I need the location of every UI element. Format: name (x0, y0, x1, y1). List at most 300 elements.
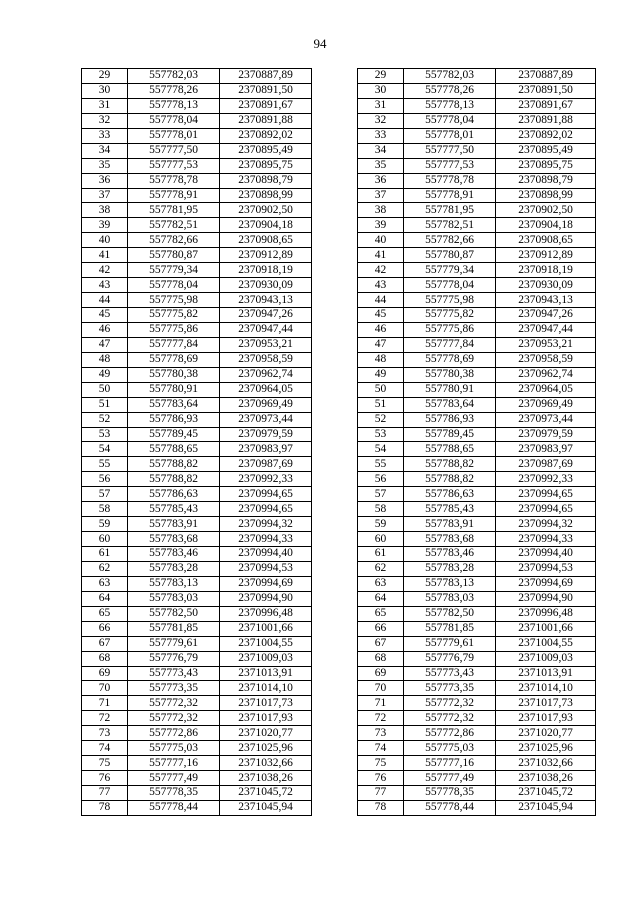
left-x-coordinate-cell: 557778,78 (128, 173, 220, 188)
left-y-coordinate-cell: 2370969,49 (220, 397, 312, 412)
right-y-coordinate-cell: 2370891,88 (496, 113, 596, 128)
left-y-coordinate-cell: 2370895,75 (220, 158, 312, 173)
column-gap (312, 113, 358, 128)
right-point-number-cell: 63 (358, 576, 404, 591)
left-x-coordinate-cell: 557778,69 (128, 352, 220, 367)
table-row (82, 771, 596, 786)
right-point-number-cell: 73 (358, 726, 404, 741)
right-x-coordinate-cell: 557780,87 (404, 248, 496, 263)
right-point-number-cell: 35 (358, 158, 404, 173)
left-point-number-cell: 61 (82, 547, 128, 562)
right-y-coordinate-cell: 2370973,44 (496, 412, 596, 427)
right-point-number-cell: 53 (358, 427, 404, 442)
table-row (82, 756, 596, 771)
right-point-number-cell: 33 (358, 128, 404, 143)
left-point-number-cell: 64 (82, 591, 128, 606)
right-point-number-cell: 38 (358, 203, 404, 218)
column-gap (312, 666, 358, 681)
table-row (82, 427, 596, 442)
left-y-coordinate-cell: 2370958,59 (220, 352, 312, 367)
table-row (82, 711, 596, 726)
left-y-coordinate-cell: 2371045,94 (220, 800, 312, 815)
column-gap (312, 218, 358, 233)
column-gap (312, 158, 358, 173)
right-y-coordinate-cell: 2370969,49 (496, 397, 596, 412)
left-y-coordinate-cell: 2370947,44 (220, 322, 312, 337)
column-gap (312, 382, 358, 397)
right-y-coordinate-cell: 2371045,94 (496, 800, 596, 815)
left-y-coordinate-cell: 2370994,69 (220, 576, 312, 591)
left-x-coordinate-cell: 557783,91 (128, 517, 220, 532)
left-y-coordinate-cell: 2370898,79 (220, 173, 312, 188)
column-gap (312, 741, 358, 756)
right-x-coordinate-cell: 557788,82 (404, 457, 496, 472)
column-gap (312, 128, 358, 143)
column-gap (312, 263, 358, 278)
right-x-coordinate-cell: 557788,82 (404, 472, 496, 487)
left-point-number-cell: 37 (82, 188, 128, 203)
right-x-coordinate-cell: 557781,95 (404, 203, 496, 218)
table-row (82, 278, 596, 293)
right-x-coordinate-cell: 557786,63 (404, 487, 496, 502)
right-y-coordinate-cell: 2370898,99 (496, 188, 596, 203)
table-row (82, 173, 596, 188)
page-number: 94 (313, 36, 327, 51)
right-point-number-cell: 61 (358, 547, 404, 562)
column-gap (312, 322, 358, 337)
table-row (82, 576, 596, 591)
right-x-coordinate-cell: 557775,03 (404, 741, 496, 756)
left-x-coordinate-cell: 557777,84 (128, 337, 220, 352)
table-row (82, 322, 596, 337)
left-x-coordinate-cell: 557782,66 (128, 233, 220, 248)
right-y-coordinate-cell: 2370947,44 (496, 322, 596, 337)
right-y-coordinate-cell: 2371009,03 (496, 651, 596, 666)
table-row (82, 651, 596, 666)
left-y-coordinate-cell: 2370953,21 (220, 337, 312, 352)
right-x-coordinate-cell: 557772,86 (404, 726, 496, 741)
right-point-number-cell: 76 (358, 771, 404, 786)
left-y-coordinate-cell: 2370891,88 (220, 113, 312, 128)
right-x-coordinate-cell: 557777,84 (404, 337, 496, 352)
right-y-coordinate-cell: 2370994,65 (496, 502, 596, 517)
right-x-coordinate-cell: 557773,43 (404, 666, 496, 681)
right-point-number-cell: 71 (358, 696, 404, 711)
table-row (82, 337, 596, 352)
column-gap (312, 233, 358, 248)
left-x-coordinate-cell: 557775,86 (128, 322, 220, 337)
right-y-coordinate-cell: 2370898,79 (496, 173, 596, 188)
right-y-coordinate-cell: 2370962,74 (496, 367, 596, 382)
right-x-coordinate-cell: 557778,69 (404, 352, 496, 367)
right-x-coordinate-cell: 557777,53 (404, 158, 496, 173)
column-gap (312, 621, 358, 636)
table-row (82, 158, 596, 173)
left-point-number-cell: 70 (82, 681, 128, 696)
left-x-coordinate-cell: 557788,82 (128, 457, 220, 472)
right-point-number-cell: 30 (358, 83, 404, 98)
table-row (82, 487, 596, 502)
left-y-coordinate-cell: 2371020,77 (220, 726, 312, 741)
right-y-coordinate-cell: 2371045,72 (496, 786, 596, 801)
right-y-coordinate-cell: 2370930,09 (496, 278, 596, 293)
left-point-number-cell: 67 (82, 636, 128, 651)
right-y-coordinate-cell: 2370892,02 (496, 128, 596, 143)
left-x-coordinate-cell: 557778,04 (128, 278, 220, 293)
left-point-number-cell: 45 (82, 308, 128, 323)
right-y-coordinate-cell: 2371001,66 (496, 621, 596, 636)
right-x-coordinate-cell: 557778,91 (404, 188, 496, 203)
left-point-number-cell: 57 (82, 487, 128, 502)
right-y-coordinate-cell: 2370994,69 (496, 576, 596, 591)
right-x-coordinate-cell: 557783,28 (404, 561, 496, 576)
left-point-number-cell: 32 (82, 113, 128, 128)
left-point-number-cell: 42 (82, 263, 128, 278)
left-x-coordinate-cell: 557782,50 (128, 606, 220, 621)
table-row (82, 382, 596, 397)
right-y-coordinate-cell: 2370912,89 (496, 248, 596, 263)
left-y-coordinate-cell: 2370994,53 (220, 561, 312, 576)
right-y-coordinate-cell: 2370918,19 (496, 263, 596, 278)
left-point-number-cell: 63 (82, 576, 128, 591)
right-x-coordinate-cell: 557778,01 (404, 128, 496, 143)
left-point-number-cell: 77 (82, 786, 128, 801)
left-point-number-cell: 47 (82, 337, 128, 352)
right-point-number-cell: 31 (358, 98, 404, 113)
table-row (82, 367, 596, 382)
table-row (82, 248, 596, 263)
column-gap (312, 69, 358, 84)
left-x-coordinate-cell: 557783,68 (128, 532, 220, 547)
right-y-coordinate-cell: 2371017,93 (496, 711, 596, 726)
right-point-number-cell: 59 (358, 517, 404, 532)
left-y-coordinate-cell: 2370983,97 (220, 442, 312, 457)
table-row (82, 113, 596, 128)
left-point-number-cell: 43 (82, 278, 128, 293)
left-y-coordinate-cell: 2371001,66 (220, 621, 312, 636)
right-point-number-cell: 34 (358, 143, 404, 158)
right-point-number-cell: 72 (358, 711, 404, 726)
left-x-coordinate-cell: 557783,13 (128, 576, 220, 591)
left-point-number-cell: 38 (82, 203, 128, 218)
left-y-coordinate-cell: 2370895,49 (220, 143, 312, 158)
left-x-coordinate-cell: 557788,82 (128, 472, 220, 487)
left-point-number-cell: 65 (82, 606, 128, 621)
table-row (82, 188, 596, 203)
column-gap (312, 696, 358, 711)
column-gap (312, 681, 358, 696)
column-gap (312, 547, 358, 562)
right-x-coordinate-cell: 557786,93 (404, 412, 496, 427)
left-x-coordinate-cell: 557783,03 (128, 591, 220, 606)
left-x-coordinate-cell: 557776,79 (128, 651, 220, 666)
right-point-number-cell: 43 (358, 278, 404, 293)
table-row (82, 308, 596, 323)
left-x-coordinate-cell: 557783,28 (128, 561, 220, 576)
right-x-coordinate-cell: 557780,91 (404, 382, 496, 397)
table-row (82, 547, 596, 562)
left-y-coordinate-cell: 2370930,09 (220, 278, 312, 293)
left-x-coordinate-cell: 557780,91 (128, 382, 220, 397)
right-y-coordinate-cell: 2370908,65 (496, 233, 596, 248)
column-gap (312, 308, 358, 323)
column-gap (312, 532, 358, 547)
table-row (82, 352, 596, 367)
right-point-number-cell: 37 (358, 188, 404, 203)
left-y-coordinate-cell: 2370912,89 (220, 248, 312, 263)
right-x-coordinate-cell: 557778,26 (404, 83, 496, 98)
column-gap (312, 800, 358, 815)
left-point-number-cell: 33 (82, 128, 128, 143)
left-y-coordinate-cell: 2370996,48 (220, 606, 312, 621)
right-point-number-cell: 70 (358, 681, 404, 696)
right-point-number-cell: 74 (358, 741, 404, 756)
right-y-coordinate-cell: 2371020,77 (496, 726, 596, 741)
table-row (82, 591, 596, 606)
right-x-coordinate-cell: 557779,61 (404, 636, 496, 651)
right-y-coordinate-cell: 2370947,26 (496, 308, 596, 323)
right-y-coordinate-cell: 2370958,59 (496, 352, 596, 367)
right-x-coordinate-cell: 557778,44 (404, 800, 496, 815)
left-y-coordinate-cell: 2371014,10 (220, 681, 312, 696)
left-y-coordinate-cell: 2370994,65 (220, 502, 312, 517)
column-gap (312, 502, 358, 517)
left-y-coordinate-cell: 2371017,93 (220, 711, 312, 726)
left-x-coordinate-cell: 557788,65 (128, 442, 220, 457)
right-y-coordinate-cell: 2370994,33 (496, 532, 596, 547)
right-point-number-cell: 48 (358, 352, 404, 367)
left-y-coordinate-cell: 2370898,99 (220, 188, 312, 203)
right-y-coordinate-cell: 2370979,59 (496, 427, 596, 442)
left-point-number-cell: 36 (82, 173, 128, 188)
right-point-number-cell: 51 (358, 397, 404, 412)
column-gap (312, 427, 358, 442)
right-x-coordinate-cell: 557781,85 (404, 621, 496, 636)
right-x-coordinate-cell: 557789,45 (404, 427, 496, 442)
right-point-number-cell: 75 (358, 756, 404, 771)
right-x-coordinate-cell: 557782,03 (404, 69, 496, 84)
table-row (82, 472, 596, 487)
table-row (82, 412, 596, 427)
right-point-number-cell: 32 (358, 113, 404, 128)
table-row (82, 293, 596, 308)
right-point-number-cell: 40 (358, 233, 404, 248)
left-x-coordinate-cell: 557783,46 (128, 547, 220, 562)
left-point-number-cell: 58 (82, 502, 128, 517)
left-x-coordinate-cell: 557772,32 (128, 696, 220, 711)
right-y-coordinate-cell: 2370987,69 (496, 457, 596, 472)
table-row (82, 502, 596, 517)
table-row (82, 397, 596, 412)
right-y-coordinate-cell: 2370904,18 (496, 218, 596, 233)
right-point-number-cell: 41 (358, 248, 404, 263)
right-point-number-cell: 66 (358, 621, 404, 636)
left-point-number-cell: 68 (82, 651, 128, 666)
right-x-coordinate-cell: 557775,82 (404, 308, 496, 323)
right-point-number-cell: 56 (358, 472, 404, 487)
left-y-coordinate-cell: 2370994,32 (220, 517, 312, 532)
table-row (82, 681, 596, 696)
left-point-number-cell: 75 (82, 756, 128, 771)
right-x-coordinate-cell: 557772,32 (404, 711, 496, 726)
right-y-coordinate-cell: 2370891,67 (496, 98, 596, 113)
column-gap (312, 711, 358, 726)
left-point-number-cell: 40 (82, 233, 128, 248)
left-point-number-cell: 34 (82, 143, 128, 158)
right-y-coordinate-cell: 2370902,50 (496, 203, 596, 218)
right-x-coordinate-cell: 557777,49 (404, 771, 496, 786)
left-x-coordinate-cell: 557781,95 (128, 203, 220, 218)
left-x-coordinate-cell: 557782,51 (128, 218, 220, 233)
left-y-coordinate-cell: 2370891,67 (220, 98, 312, 113)
left-point-number-cell: 72 (82, 711, 128, 726)
right-x-coordinate-cell: 557772,32 (404, 696, 496, 711)
right-point-number-cell: 52 (358, 412, 404, 427)
right-point-number-cell: 57 (358, 487, 404, 502)
column-gap (312, 651, 358, 666)
left-x-coordinate-cell: 557779,34 (128, 263, 220, 278)
right-y-coordinate-cell: 2370994,65 (496, 487, 596, 502)
left-point-number-cell: 60 (82, 532, 128, 547)
right-x-coordinate-cell: 557775,98 (404, 293, 496, 308)
coordinates-table-body (82, 69, 596, 816)
right-point-number-cell: 36 (358, 173, 404, 188)
right-y-coordinate-cell: 2370891,50 (496, 83, 596, 98)
right-y-coordinate-cell: 2370992,33 (496, 472, 596, 487)
left-point-number-cell: 30 (82, 83, 128, 98)
table-row (82, 561, 596, 576)
left-y-coordinate-cell: 2370943,13 (220, 293, 312, 308)
left-y-coordinate-cell: 2370892,02 (220, 128, 312, 143)
right-point-number-cell: 58 (358, 502, 404, 517)
right-x-coordinate-cell: 557785,43 (404, 502, 496, 517)
left-y-coordinate-cell: 2371013,91 (220, 666, 312, 681)
table-row (82, 726, 596, 741)
left-x-coordinate-cell: 557777,49 (128, 771, 220, 786)
right-x-coordinate-cell: 557775,86 (404, 322, 496, 337)
table-row (82, 233, 596, 248)
table-row (82, 442, 596, 457)
left-x-coordinate-cell: 557778,35 (128, 786, 220, 801)
right-y-coordinate-cell: 2370994,32 (496, 517, 596, 532)
right-point-number-cell: 29 (358, 69, 404, 84)
right-point-number-cell: 67 (358, 636, 404, 651)
column-gap (312, 412, 358, 427)
right-y-coordinate-cell: 2371014,10 (496, 681, 596, 696)
column-gap (312, 786, 358, 801)
left-point-number-cell: 54 (82, 442, 128, 457)
left-y-coordinate-cell: 2370904,18 (220, 218, 312, 233)
right-point-number-cell: 55 (358, 457, 404, 472)
right-y-coordinate-cell: 2370994,40 (496, 547, 596, 562)
column-gap (312, 248, 358, 263)
left-y-coordinate-cell: 2371004,55 (220, 636, 312, 651)
right-x-coordinate-cell: 557778,13 (404, 98, 496, 113)
table-row (82, 696, 596, 711)
left-y-coordinate-cell: 2370962,74 (220, 367, 312, 382)
right-x-coordinate-cell: 557783,91 (404, 517, 496, 532)
column-gap (312, 337, 358, 352)
right-x-coordinate-cell: 557783,13 (404, 576, 496, 591)
column-gap (312, 98, 358, 113)
column-gap (312, 367, 358, 382)
right-point-number-cell: 69 (358, 666, 404, 681)
left-y-coordinate-cell: 2371025,96 (220, 741, 312, 756)
table-row (82, 128, 596, 143)
right-y-coordinate-cell: 2370895,49 (496, 143, 596, 158)
column-gap (312, 83, 358, 98)
left-x-coordinate-cell: 557789,45 (128, 427, 220, 442)
right-point-number-cell: 77 (358, 786, 404, 801)
left-y-coordinate-cell: 2371038,26 (220, 771, 312, 786)
table-row (82, 98, 596, 113)
right-y-coordinate-cell: 2371004,55 (496, 636, 596, 651)
right-x-coordinate-cell: 557782,50 (404, 606, 496, 621)
right-point-number-cell: 50 (358, 382, 404, 397)
column-gap (312, 442, 358, 457)
column-gap (312, 636, 358, 651)
left-y-coordinate-cell: 2371045,72 (220, 786, 312, 801)
left-y-coordinate-cell: 2370908,65 (220, 233, 312, 248)
right-y-coordinate-cell: 2370964,05 (496, 382, 596, 397)
left-x-coordinate-cell: 557780,38 (128, 367, 220, 382)
left-y-coordinate-cell: 2370902,50 (220, 203, 312, 218)
right-point-number-cell: 47 (358, 337, 404, 352)
left-x-coordinate-cell: 557785,43 (128, 502, 220, 517)
table-row (82, 517, 596, 532)
column-gap (312, 188, 358, 203)
left-x-coordinate-cell: 557777,53 (128, 158, 220, 173)
column-gap (312, 591, 358, 606)
left-point-number-cell: 31 (82, 98, 128, 113)
left-point-number-cell: 62 (82, 561, 128, 576)
right-x-coordinate-cell: 557778,04 (404, 113, 496, 128)
right-y-coordinate-cell: 2371038,26 (496, 771, 596, 786)
left-point-number-cell: 78 (82, 800, 128, 815)
column-gap (312, 472, 358, 487)
left-y-coordinate-cell: 2371017,73 (220, 696, 312, 711)
left-x-coordinate-cell: 557783,64 (128, 397, 220, 412)
table-row (82, 218, 596, 233)
right-x-coordinate-cell: 557779,34 (404, 263, 496, 278)
right-point-number-cell: 62 (358, 561, 404, 576)
left-x-coordinate-cell: 557778,04 (128, 113, 220, 128)
left-point-number-cell: 76 (82, 771, 128, 786)
left-x-coordinate-cell: 557772,32 (128, 711, 220, 726)
right-x-coordinate-cell: 557778,35 (404, 786, 496, 801)
right-x-coordinate-cell: 557783,64 (404, 397, 496, 412)
left-x-coordinate-cell: 557778,13 (128, 98, 220, 113)
left-y-coordinate-cell: 2370994,33 (220, 532, 312, 547)
left-point-number-cell: 41 (82, 248, 128, 263)
right-x-coordinate-cell: 557780,38 (404, 367, 496, 382)
right-y-coordinate-cell: 2370895,75 (496, 158, 596, 173)
right-y-coordinate-cell: 2371017,73 (496, 696, 596, 711)
left-point-number-cell: 73 (82, 726, 128, 741)
right-x-coordinate-cell: 557783,03 (404, 591, 496, 606)
left-x-coordinate-cell: 557777,16 (128, 756, 220, 771)
table-row (82, 143, 596, 158)
left-y-coordinate-cell: 2371009,03 (220, 651, 312, 666)
left-point-number-cell: 48 (82, 352, 128, 367)
table-row (82, 621, 596, 636)
left-x-coordinate-cell: 557775,98 (128, 293, 220, 308)
left-x-coordinate-cell: 557781,85 (128, 621, 220, 636)
table-row (82, 786, 596, 801)
left-y-coordinate-cell: 2370891,50 (220, 83, 312, 98)
left-x-coordinate-cell: 557773,35 (128, 681, 220, 696)
right-point-number-cell: 68 (358, 651, 404, 666)
